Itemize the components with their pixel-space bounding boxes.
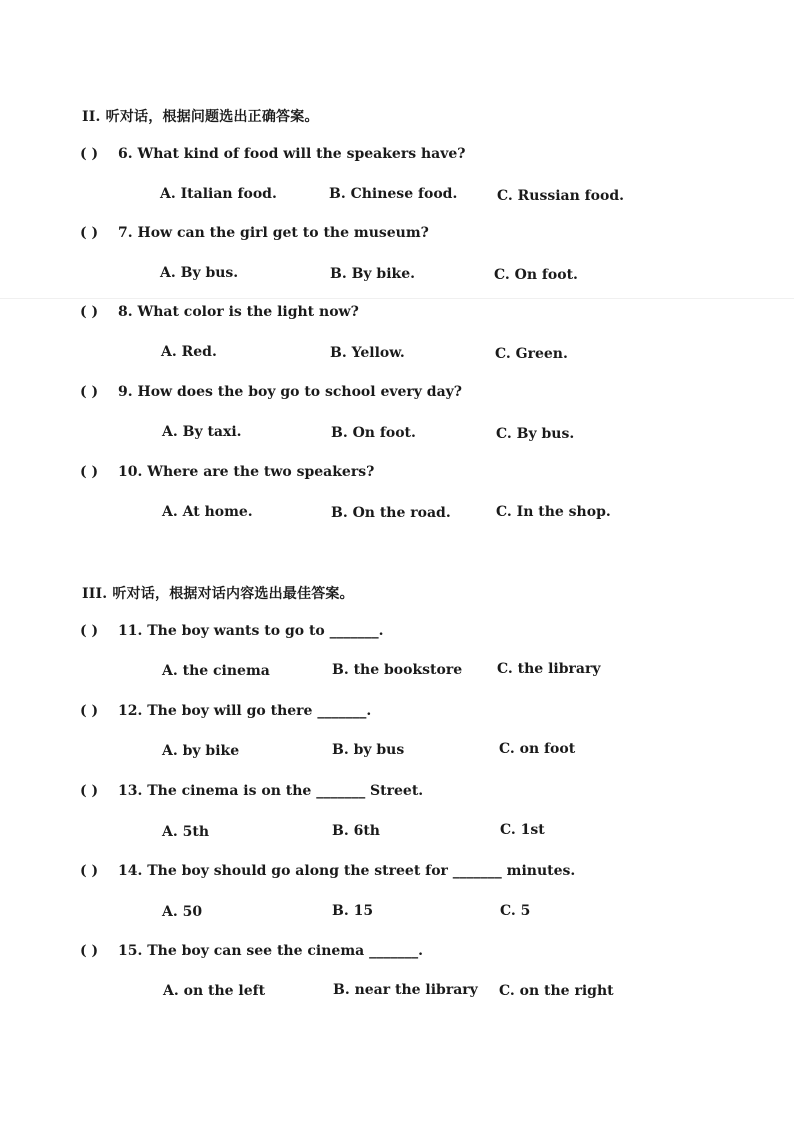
option-a: A. At home.	[162, 504, 253, 520]
section-3-title: III. 听对话，根据对话内容选出最佳答案。	[82, 586, 354, 602]
scan-line	[0, 298, 794, 299]
option-c: C. Green.	[495, 346, 568, 362]
option-b: B. By bike.	[330, 266, 416, 282]
option-b: B. the bookstore	[332, 662, 463, 678]
option-b: B. near the library	[333, 982, 478, 998]
option-b: B. Yellow.	[330, 345, 405, 361]
option-c: C. On foot.	[494, 267, 578, 283]
option-b: B. On foot.	[331, 425, 416, 441]
answer-blank[interactable]: ( )	[80, 943, 99, 959]
option-a: A. on the left	[163, 983, 266, 999]
option-a: A. By bus.	[160, 265, 239, 281]
question-text: 8. What color is the light now?	[118, 304, 359, 320]
question-text: 12. The boy will go there _______.	[118, 703, 372, 719]
answer-blank[interactable]: ( )	[80, 703, 99, 719]
question-text: 10. Where are the two speakers?	[118, 464, 375, 480]
question-text: 14. The boy should go along the street for _______ minutes.	[118, 863, 576, 879]
question-13	[80, 783, 423, 799]
answer-blank[interactable]: ( )	[80, 146, 99, 162]
option-a: A. the cinema	[162, 663, 270, 679]
option-c: C. the library	[497, 661, 601, 677]
question-text: 11. The boy wants to go to _______.	[118, 623, 384, 639]
option-b: B. 6th	[332, 823, 380, 839]
option-c: C. on the right	[499, 983, 614, 999]
option-c: C. on foot	[499, 741, 576, 757]
option-b: B. by bus	[332, 742, 405, 758]
section-2-title: II. 听对话，根据问题选出正确答案。	[82, 109, 319, 125]
option-c: C. Russian food.	[497, 188, 625, 204]
option-b: B. Chinese food.	[329, 186, 458, 202]
option-b: B. 15	[332, 903, 374, 919]
question-10	[80, 464, 374, 480]
question-15	[80, 943, 423, 959]
option-c: C. In the shop.	[496, 504, 611, 520]
answer-blank[interactable]: ( )	[80, 225, 99, 241]
option-a: A. 50	[162, 904, 203, 920]
answer-blank[interactable]: ( )	[80, 464, 99, 480]
question-text: 9. How does the boy go to school every day?	[118, 384, 462, 400]
question-text: 15. The boy can see the cinema _______.	[118, 943, 423, 959]
option-c: C. 5	[500, 903, 531, 919]
answer-blank[interactable]: ( )	[80, 863, 99, 879]
option-a: A. by bike	[162, 743, 240, 759]
answer-blank[interactable]: ( )	[80, 384, 99, 400]
option-a: A. 5th	[162, 824, 209, 840]
question-14	[80, 863, 575, 879]
answer-blank[interactable]: ( )	[80, 783, 99, 799]
option-a: A. Red.	[161, 344, 217, 360]
option-b: B. On the road.	[331, 505, 451, 521]
answer-blank[interactable]: ( )	[80, 623, 99, 639]
option-c: C. 1st	[500, 822, 545, 838]
question-9	[80, 384, 462, 400]
option-c: C. By bus.	[496, 426, 575, 442]
question-text: 6. What kind of food will the speakers have?	[118, 146, 466, 162]
question-8	[80, 304, 359, 320]
answer-blank[interactable]: ( )	[80, 304, 99, 320]
question-text: 7. How can the girl get to the museum?	[118, 225, 429, 241]
question-text: 13. The cinema is on the _______ Street.	[118, 783, 424, 799]
question-7	[80, 225, 429, 241]
question-11	[80, 623, 384, 639]
option-a: A. By taxi.	[162, 424, 242, 440]
option-a: A. Italian food.	[160, 186, 277, 202]
question-12	[80, 703, 371, 719]
question-6	[80, 146, 465, 162]
